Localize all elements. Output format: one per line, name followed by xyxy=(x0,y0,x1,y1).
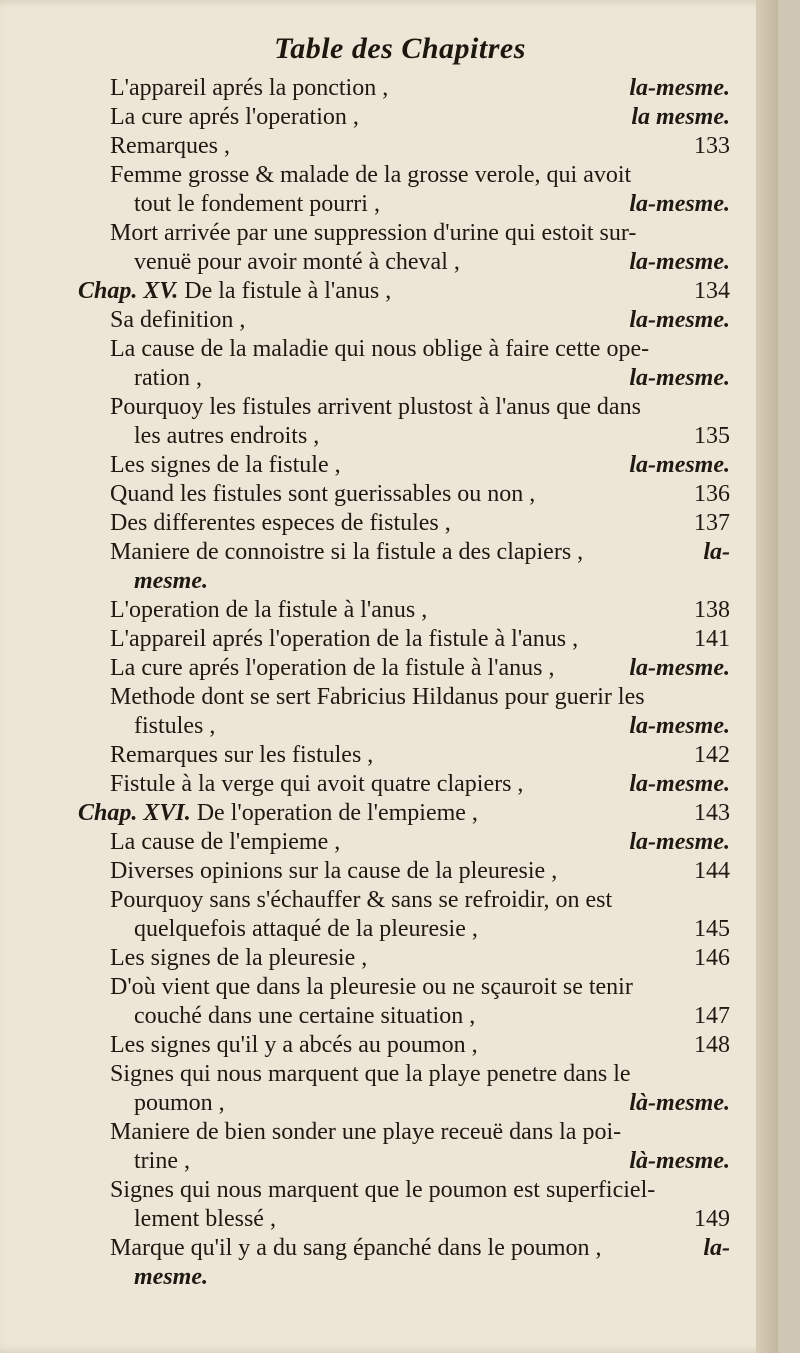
page-ref-continued: mesme. xyxy=(134,1264,208,1290)
entry-text xyxy=(110,770,523,799)
toc-line xyxy=(0,74,778,103)
toc-line xyxy=(0,973,778,1002)
page-reference: la-mesme. xyxy=(629,452,730,478)
toc-line xyxy=(0,1089,778,1118)
entry-text xyxy=(110,741,373,770)
entry-label: Remarques , xyxy=(110,133,230,159)
entry-text xyxy=(134,1002,475,1031)
entry-text xyxy=(110,306,245,335)
page-reference: 148 xyxy=(694,1032,730,1058)
page-reference: la-mesme. xyxy=(629,191,730,217)
entry-label: Marque qu'il y a du sang épanché dans le poumon , xyxy=(110,1235,602,1261)
entry-label: couché dans une certaine situation , xyxy=(134,1003,476,1029)
toc-line xyxy=(0,1263,778,1292)
entry-label: Femme grosse & malade de la grosse verole, qui avoit xyxy=(110,162,632,188)
entry-label: Maniere de connoistre si la fistule a des clapiers , xyxy=(110,539,584,565)
entry-label: venuë pour avoir monté à cheval , xyxy=(134,249,460,275)
entry-label: trine , xyxy=(134,1148,190,1174)
toc-line xyxy=(0,306,778,335)
toc-line xyxy=(0,422,778,451)
page-reference: 149 xyxy=(694,1206,730,1232)
page-ref-continued: mesme. xyxy=(134,568,208,594)
toc-line xyxy=(0,451,778,480)
entry-text xyxy=(134,567,208,596)
page-reference: 134 xyxy=(694,278,730,304)
entry-label: ration , xyxy=(134,365,202,391)
toc-line xyxy=(0,538,778,567)
page-reference: là-mesme. xyxy=(629,1148,730,1174)
entry-text xyxy=(110,538,583,567)
toc-line xyxy=(0,741,778,770)
page-reference: 145 xyxy=(694,916,730,942)
page-header: Table des Chapitres xyxy=(274,32,526,65)
page-reference: 135 xyxy=(694,423,730,449)
entry-label: Pourquoy les fistules arrivent plustost à l'anus que dans xyxy=(110,394,641,420)
toc-line xyxy=(0,132,778,161)
entry-text xyxy=(134,422,319,451)
entry-text xyxy=(110,596,427,625)
toc-line xyxy=(0,857,778,886)
entry-label: Quand les fistules sont guerissables ou non , xyxy=(110,481,536,507)
toc-line xyxy=(0,480,778,509)
entry-label: Fistule à la verge qui avoit quatre clapiers , xyxy=(110,771,524,797)
toc-line xyxy=(0,1234,778,1263)
page-reference: 136 xyxy=(694,481,730,507)
entry-text xyxy=(110,625,578,654)
toc-line xyxy=(0,596,778,625)
page-reference: 144 xyxy=(694,858,730,884)
entry-text xyxy=(110,886,612,915)
entry-label: L'appareil aprés l'operation de la fistule à l'anus , xyxy=(110,626,579,652)
entry-label: De l'operation de l'empieme , xyxy=(196,800,478,826)
entry-label: Signes qui nous marquent que la playe penetre dans le xyxy=(110,1061,631,1087)
entry-label: quelquefois attaqué de la pleuresie , xyxy=(134,916,478,942)
entry-label: les autres endroits , xyxy=(134,423,320,449)
page-reference: la-mesme. xyxy=(629,771,730,797)
toc-line xyxy=(0,1118,778,1147)
entry-text xyxy=(110,683,645,712)
page-reference: la-mesme. xyxy=(629,75,730,101)
entry-text xyxy=(110,654,554,683)
entry-label: lement blessé , xyxy=(134,1206,276,1232)
toc-line xyxy=(0,770,778,799)
entry-text xyxy=(110,480,535,509)
entry-text xyxy=(110,828,340,857)
entry-text xyxy=(110,973,633,1002)
entry-label: Pourquoy sans s'échauffer & sans se refroidir, on est xyxy=(110,887,613,913)
page-reference: 141 xyxy=(694,626,730,652)
entry-text xyxy=(110,1176,655,1205)
toc-line xyxy=(0,1060,778,1089)
entry-label: poumon , xyxy=(134,1090,225,1116)
entry-text xyxy=(110,393,641,422)
page-reference: la-mesme. xyxy=(629,829,730,855)
entry-text xyxy=(110,1118,621,1147)
entry-text xyxy=(134,915,478,944)
page-reference: la-mesme. xyxy=(629,307,730,333)
entry-label: Signes qui nous marquent que le poumon est superficiel- xyxy=(110,1177,656,1203)
table-of-contents xyxy=(0,74,778,1292)
entry-label: Les signes de la pleuresie , xyxy=(110,945,368,971)
toc-line xyxy=(0,1031,778,1060)
page-reference: 143 xyxy=(694,800,730,826)
entry-label: Les signes qu'il y a abcés au poumon , xyxy=(110,1032,478,1058)
entry-label: fistules , xyxy=(134,713,216,739)
entry-text xyxy=(134,248,460,277)
toc-line xyxy=(0,161,778,190)
toc-line xyxy=(0,393,778,422)
entry-label: L'appareil aprés la ponction , xyxy=(110,75,389,101)
entry-label: tout le fondement pourri , xyxy=(134,191,380,217)
page-reference: la-mesme. xyxy=(629,655,730,681)
toc-line xyxy=(0,335,778,364)
page-reference: 147 xyxy=(694,1003,730,1029)
entry-label: Remarques sur les fistules , xyxy=(110,742,374,768)
entry-label: Mort arrivée par une suppression d'urine qui estoit sur- xyxy=(110,220,637,246)
toc-line xyxy=(0,828,778,857)
entry-text xyxy=(110,161,631,190)
page-reference: 142 xyxy=(694,742,730,768)
page-reference: là-mesme. xyxy=(629,1090,730,1116)
entry-label: La cure aprés l'operation de la fistule à l'anus , xyxy=(110,655,555,681)
toc-line xyxy=(0,509,778,538)
toc-line xyxy=(0,886,778,915)
entry-text xyxy=(134,1147,190,1176)
page-reference: 138 xyxy=(694,597,730,623)
chapter-label: Chap. XV. xyxy=(78,278,179,304)
entry-text xyxy=(110,857,557,886)
entry-text xyxy=(110,451,341,480)
entry-text xyxy=(110,944,367,973)
toc-line xyxy=(0,1205,778,1234)
toc-line xyxy=(0,567,778,596)
toc-line xyxy=(0,1176,778,1205)
toc-line xyxy=(0,683,778,712)
page-reference: la-mesme. xyxy=(629,249,730,275)
entry-label: Sa definition , xyxy=(110,307,246,333)
entry-text xyxy=(110,219,636,248)
toc-line xyxy=(0,915,778,944)
entry-label: La cause de l'empieme , xyxy=(110,829,341,855)
entry-label: Methode dont se sert Fabricius Hildanus pour guerir les xyxy=(110,684,645,710)
entry-text xyxy=(110,74,388,103)
toc-line xyxy=(0,712,778,741)
entry-text xyxy=(134,712,215,741)
entry-text xyxy=(110,335,649,364)
page-reference: la- xyxy=(703,539,730,565)
chapter-entry xyxy=(0,277,778,306)
entry-label: La cure aprés l'operation , xyxy=(110,104,359,130)
page-reference: la-mesme. xyxy=(629,713,730,739)
entry-text xyxy=(78,277,391,306)
toc-line xyxy=(0,1002,778,1031)
toc-line xyxy=(0,944,778,973)
page-reference: la mesme. xyxy=(631,104,730,130)
page-reference: la-mesme. xyxy=(629,365,730,391)
entry-text xyxy=(110,1234,602,1263)
entry-label: Maniere de bien sonder une playe receuë dans la poi- xyxy=(110,1119,622,1145)
page-reference: 137 xyxy=(694,510,730,536)
toc-line xyxy=(0,654,778,683)
entry-label: Diverses opinions sur la cause de la pleuresie , xyxy=(110,858,558,884)
entry-label: D'où vient que dans la pleuresie ou ne sçauroit se tenir xyxy=(110,974,633,1000)
entry-text xyxy=(134,1263,208,1292)
toc-line xyxy=(0,190,778,219)
page-reference: 133 xyxy=(694,133,730,159)
chapter-entry xyxy=(0,799,778,828)
chapter-label: Chap. XVI. xyxy=(78,800,191,826)
entry-label: La cause de la maladie qui nous oblige à faire cette ope- xyxy=(110,336,650,362)
toc-line xyxy=(0,625,778,654)
entry-text xyxy=(110,509,451,538)
toc-line xyxy=(0,248,778,277)
entry-text xyxy=(110,1031,478,1060)
entry-text xyxy=(110,1060,631,1089)
entry-text xyxy=(134,364,202,393)
toc-line xyxy=(0,219,778,248)
entry-label: L'operation de la fistule à l'anus , xyxy=(110,597,428,623)
toc-line xyxy=(0,103,778,132)
entry-text xyxy=(78,799,478,828)
entry-text xyxy=(110,132,230,161)
page-reference: 146 xyxy=(694,945,730,971)
page-reference: la- xyxy=(703,1235,730,1261)
entry-text xyxy=(134,190,380,219)
toc-line xyxy=(0,1147,778,1176)
entry-text xyxy=(134,1089,225,1118)
entry-label: Des differentes especes de fistules , xyxy=(110,510,451,536)
entry-text xyxy=(134,1205,276,1234)
entry-label: Les signes de la fistule , xyxy=(110,452,341,478)
toc-line xyxy=(0,364,778,393)
entry-label: De la fistule à l'anus , xyxy=(184,278,392,304)
entry-text xyxy=(110,103,359,132)
